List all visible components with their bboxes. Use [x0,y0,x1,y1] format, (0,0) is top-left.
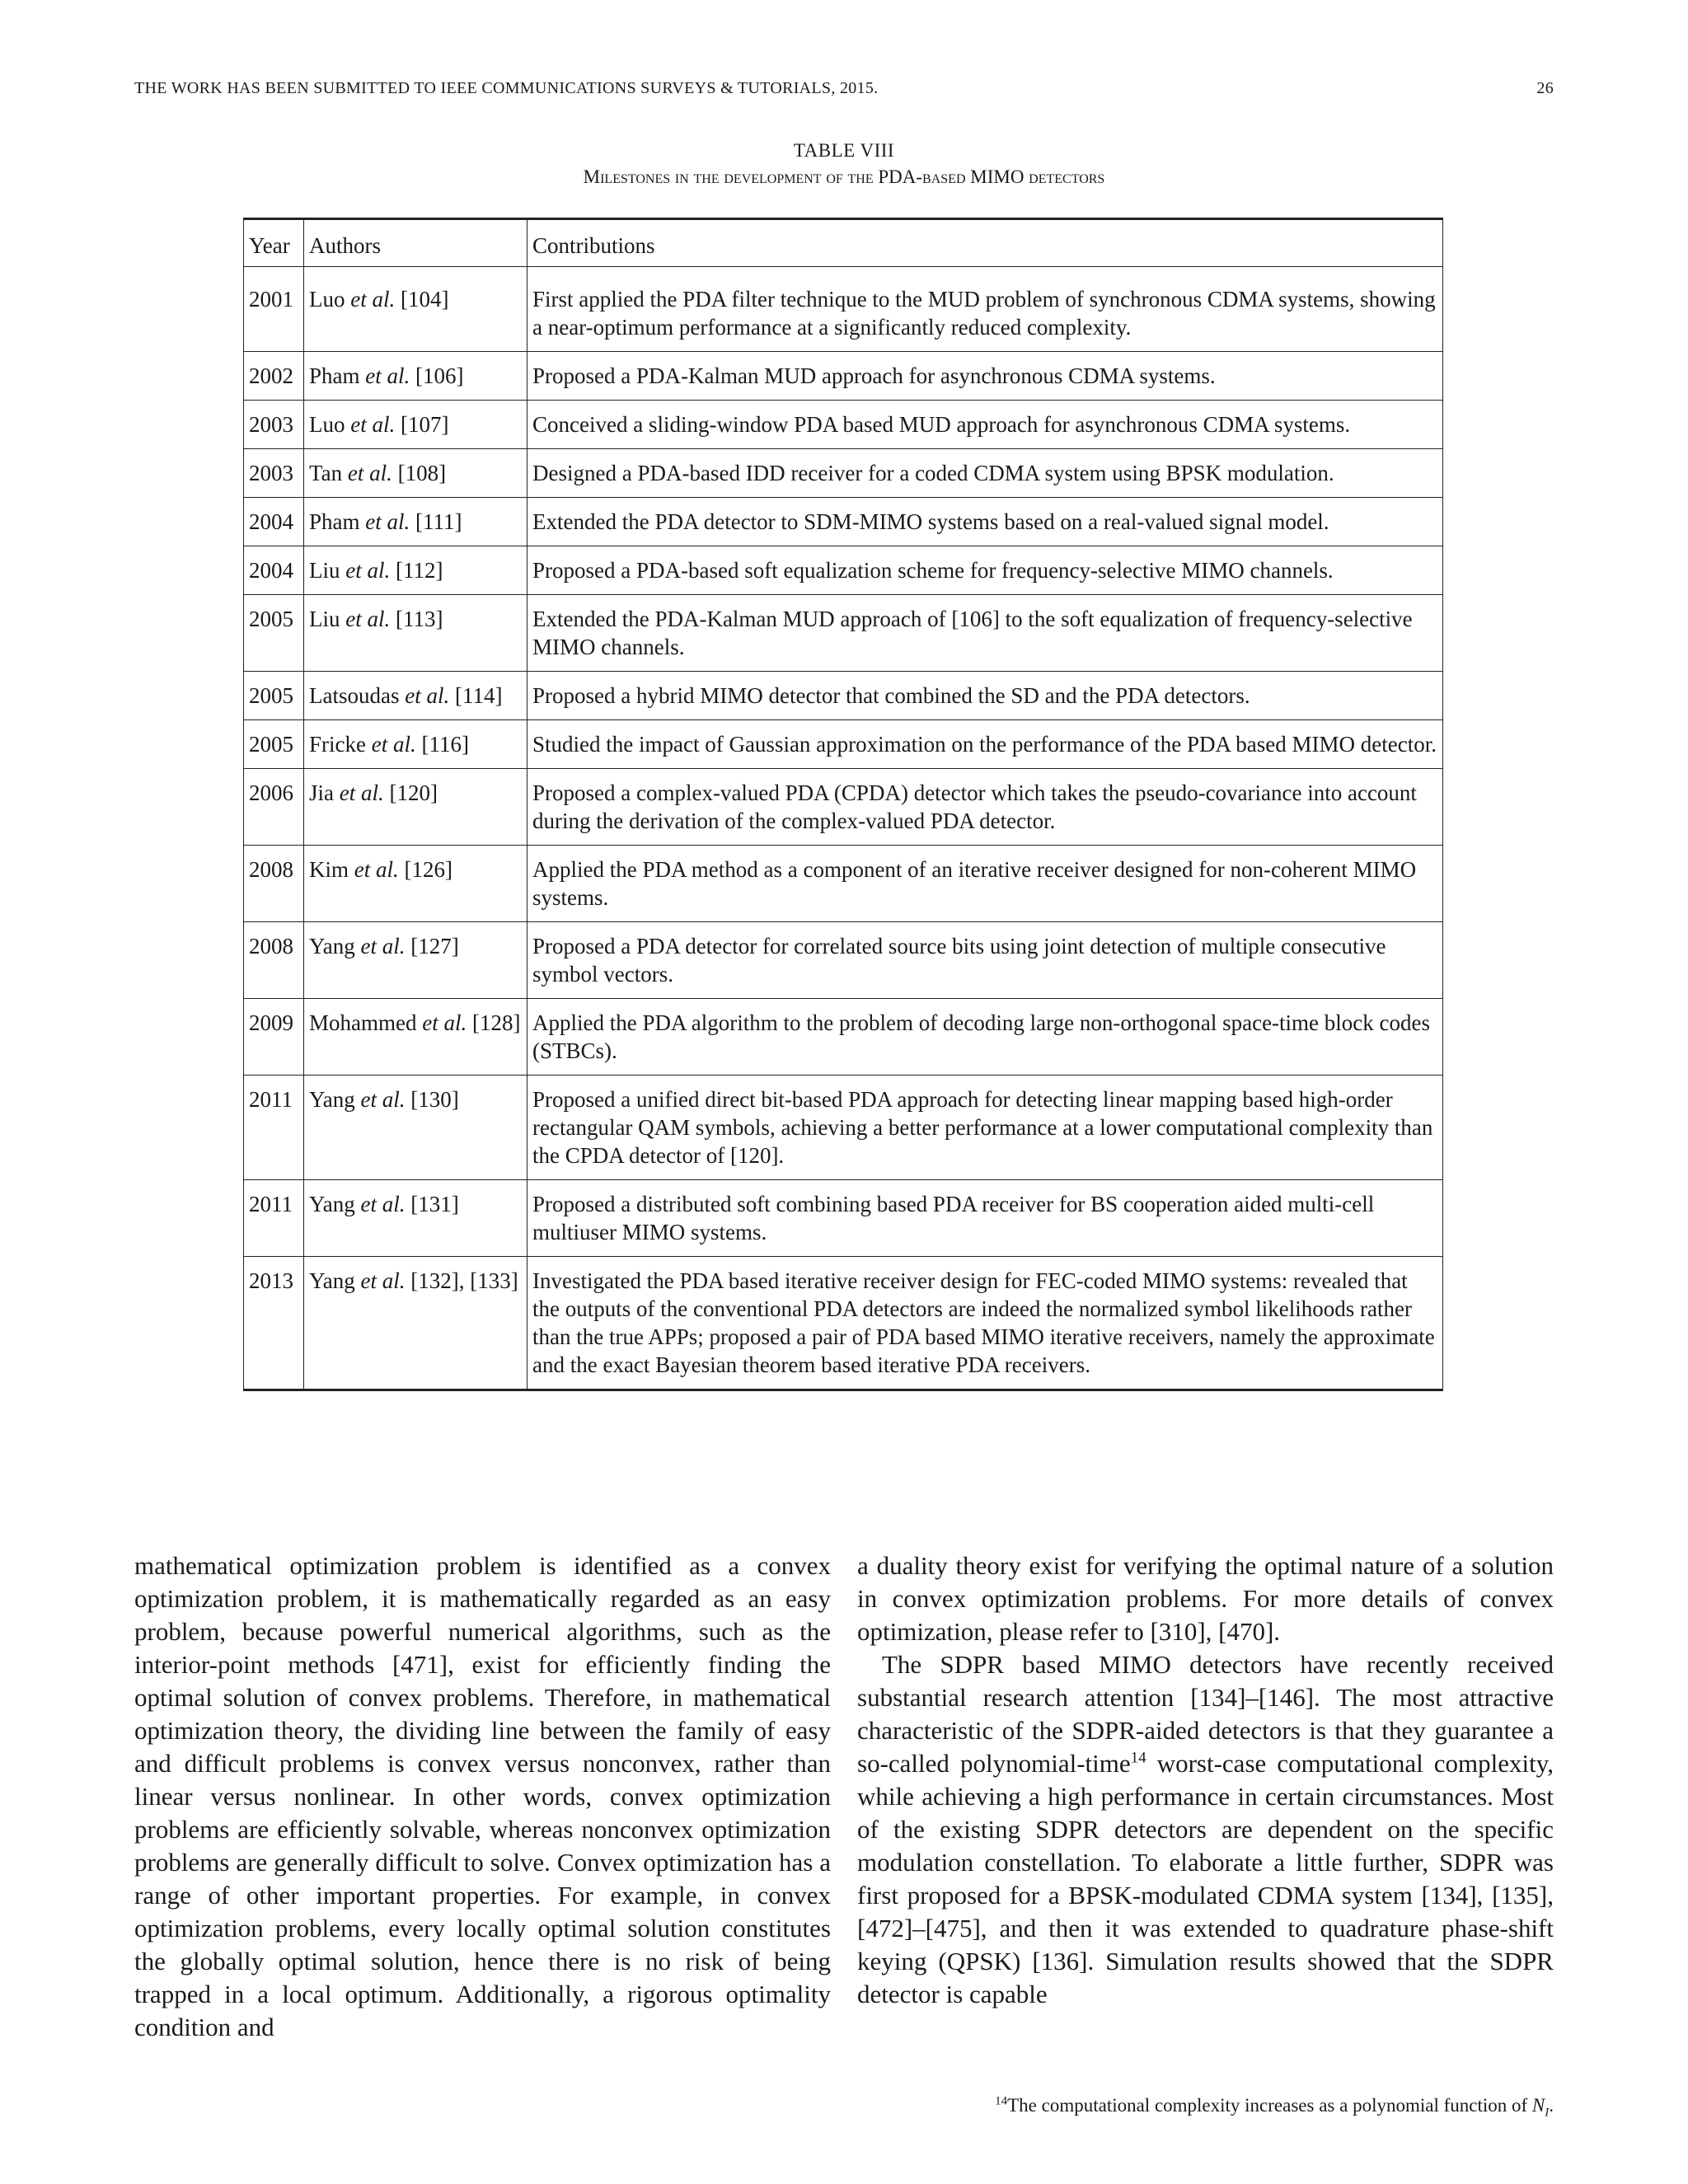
cell-authors [304,498,528,546]
table-row [244,595,1443,672]
footnote-end: . [1549,2095,1554,2116]
math-subscript: I [1545,2106,1550,2120]
cell-authors [304,352,528,401]
et-al: et al. [422,1010,467,1035]
body-paragraph: mathematical optimization problem is identified as a convex optimization problem, it is mathematically regarded as an easy problem, because powerful numerical algorithms, such as the interior-point methods [471], exist for efficiently finding the optimal solution of convex problems. Therefore, in mathematical optimization theory, the dividing line between the family of easy and difficult problems is convex versus nonconvex, rather than linear versus nonlinear. In other words, convex optimization problems are efficiently solvable, whereas nonconvex optimization problems are generally difficult to solve. Convex optimization has a range of other important properties. For example, in convex optimization problems, every locally optimal solution constitutes the globally optimal solution, hence there is no risk of being trapped in a local optimum. Additionally, a rigorous optimality condition and [134,1551,831,2041]
author-name: Kim [309,857,349,882]
author-name: Latsoudas [309,683,400,708]
cell-year: 2011 [244,1076,304,1180]
et-al: et al. [339,780,384,805]
cell-year: 2005 [244,720,304,769]
paragraph-text: worst-case computational complexity, while achieving a high performance in certain circumstances. Most of the existing SDPR detectors are dependent on the specific modulation constellation. To elaborate a little further, SDPR was first proposed for a BPSK-modulated CDMA system [134], [135], [472]–[475], and then it was extended to quadrature phase-shift keying (QPSK) [136]. Simulation results showed that the SDPR detector is capable [857,1749,1554,2008]
table-row [244,352,1443,401]
author-name: Liu [309,558,340,583]
cell-contribution: Proposed a unified direct bit-based PDA approach for detecting linear mapping based high-order rectangular QAM symbols, achieving a better performance at a lower computational complexity than the CPDA detector of [120]. [528,1076,1443,1180]
footnote-mark: 14 [1130,1749,1146,1767]
table-row [244,846,1443,922]
cell-contribution: Proposed a hybrid MIMO detector that combined the SD and the PDA detectors. [528,672,1443,720]
cell-year: 2011 [244,1180,304,1257]
author-name: Yang [309,1192,355,1216]
author-ref: [131] [410,1192,459,1216]
et-al: et al. [350,287,396,312]
author-ref: [132], [133] [410,1268,518,1293]
et-al: et al. [354,857,399,882]
cell-authors [304,1076,528,1180]
cell-contribution: Proposed a complex-valued PDA (CPDA) detector which takes the pseudo-covariance into account during the derivation of the complex-valued PDA detector. [528,769,1443,846]
running-header [134,79,1554,98]
cell-authors [304,999,528,1076]
et-al: et al. [365,509,410,534]
math-var-n: N [1531,2095,1545,2116]
body-left-column [134,1549,831,2044]
cell-year: 2004 [244,498,304,546]
author-ref: [116] [421,732,469,757]
cell-contribution: Proposed a distributed soft combining based PDA receiver for BS cooperation aided multi-cell multiuser MIMO systems. [528,1180,1443,1257]
cell-year: 2013 [244,1257,304,1390]
author-name: Tan [309,461,343,485]
table-header-row [244,219,1443,267]
author-ref: [108] [397,461,447,485]
author-name: Pham [309,363,360,388]
cell-contribution: Studied the impact of Gaussian approximation on the performance of the PDA based MIMO detector. [528,720,1443,769]
cell-authors [304,1257,528,1390]
et-al: et al. [365,363,410,388]
cell-year: 2005 [244,595,304,672]
author-ref: [112] [396,558,443,583]
table-row [244,769,1443,846]
cell-year: 2004 [244,546,304,595]
cell-authors [304,769,528,846]
author-ref: [107] [401,412,449,437]
cell-year: 2002 [244,352,304,401]
page-number: 26 [1536,79,1554,97]
table-caption [0,140,1688,188]
footnote [857,2095,1554,2121]
author-ref: [127] [410,934,459,958]
et-al: et al. [345,607,391,631]
author-ref: [130] [410,1087,459,1112]
table-row [244,1076,1443,1180]
cell-year: 2003 [244,401,304,449]
running-title: THE WORK HAS BEEN SUBMITTED TO IEEE COMMUNICATIONS SURVEYS & TUTORIALS, 2015. [134,79,879,97]
cell-contribution: Conceived a sliding-window PDA based MUD approach for asynchronous CDMA systems. [528,401,1443,449]
cell-year: 2008 [244,922,304,999]
cell-contribution: Investigated the PDA based iterative receiver design for FEC-coded MIMO systems: revealed that the outputs of the conventional PDA detectors are indeed the normalized symbol likelihoods rather than the true APPs; proposed a pair of PDA based MIMO iterative receivers, namely the approximate and the exact Bayesian theorem based iterative PDA receivers. [528,1257,1443,1390]
column-header-authors: Authors [304,219,528,267]
cell-authors [304,720,528,769]
table-title: Milestones in the development of the PDA-based MIMO detectors [583,166,1105,187]
cell-contribution: Proposed a PDA-based soft equalization scheme for frequency-selective MIMO channels. [528,546,1443,595]
table-row [244,1257,1443,1390]
cell-authors [304,401,528,449]
cell-year: 2001 [244,275,304,352]
cell-contribution: Proposed a PDA detector for correlated source bits using joint detection of multiple consecutive symbol vectors. [528,922,1443,999]
cell-authors [304,846,528,922]
cell-year: 2008 [244,846,304,922]
et-al: et al. [347,461,392,485]
author-ref: [120] [389,780,438,805]
author-ref: [104] [401,287,449,312]
cell-authors [304,275,528,352]
paragraph-text: The SDPR based MIMO detectors have recently received substantial research attention [134]–[146]. The most attractive characteristic of the SDPR-aided detectors is that they guarantee a so-called polynomial-time [857,1650,1554,1778]
cell-contribution: Extended the PDA detector to SDM-MIMO systems based on a real-valued signal model. [528,498,1443,546]
cell-authors [304,449,528,498]
cell-contribution: Designed a PDA-based IDD receiver for a coded CDMA system using BPSK modulation. [528,449,1443,498]
cell-authors [304,922,528,999]
header-gap [244,267,1443,276]
author-name: Yang [309,934,355,958]
author-name: Yang [309,1268,355,1293]
author-name: Luo [309,287,345,312]
author-ref: [113] [396,607,443,631]
cell-authors [304,672,528,720]
author-ref: [106] [415,363,464,388]
table-row [244,449,1443,498]
table-row [244,401,1443,449]
milestones-table [243,218,1443,1391]
table-row [244,922,1443,999]
cell-contribution: Applied the PDA algorithm to the problem of decoding large non-orthogonal space-time block codes (STBCs). [528,999,1443,1076]
author-name: Pham [309,509,360,534]
table-row [244,546,1443,595]
cell-year: 2009 [244,999,304,1076]
author-ref: [128] [471,1010,521,1035]
et-al: et al. [345,558,391,583]
cell-authors [304,595,528,672]
et-al: et al. [350,412,396,437]
table-row [244,720,1443,769]
cell-year: 2003 [244,449,304,498]
cell-contribution: First applied the PDA filter technique to the MUD problem of synchronous CDMA systems, showing a near-optimum performance at a significantly reduced complexity. [528,275,1443,352]
author-name: Luo [309,412,345,437]
author-ref: [126] [404,857,452,882]
author-name: Fricke [309,732,366,757]
column-header-year: Year [244,219,304,267]
author-name: Jia [309,780,334,805]
cell-year: 2006 [244,769,304,846]
author-name: Liu [309,607,340,631]
et-al: et al. [360,1192,406,1216]
footnote-text: The computational complexity increases as a polynomial function of [1007,2095,1532,2116]
author-name: Mohammed [309,1010,417,1035]
cell-year: 2005 [244,672,304,720]
table-number: TABLE VIII [793,140,895,161]
cell-contribution: Applied the PDA method as a component of an iterative receiver designed for non-coherent MIMO systems. [528,846,1443,922]
et-al: et al. [371,732,416,757]
et-al: et al. [360,934,406,958]
footnote-number: 14 [995,2094,1008,2108]
et-al: et al. [360,1087,406,1112]
et-al: et al. [405,683,450,708]
column-header-contributions: Contributions [528,219,1443,267]
cell-contribution: Proposed a PDA-Kalman MUD approach for asynchronous CDMA systems. [528,352,1443,401]
author-ref: [111] [415,509,462,534]
cell-authors [304,1180,528,1257]
cell-contribution: Extended the PDA-Kalman MUD approach of [106] to the soft equalization of frequency-selective MIMO channels. [528,595,1443,672]
et-al: et al. [360,1268,406,1293]
table-row [244,275,1443,352]
body-right-column [857,1549,1554,2011]
table-row [244,999,1443,1076]
author-ref: [114] [454,683,503,708]
table-row [244,498,1443,546]
body-paragraph: a duality theory exist for verifying the optimal nature of a solution in convex optimization problems. For more details of convex optimization, please refer to [310], [470]. [857,1551,1554,1646]
math-variable [1531,2095,1550,2120]
cell-authors [304,546,528,595]
author-name: Yang [309,1087,355,1112]
table-row [244,1180,1443,1257]
body-paragraph [857,1648,1554,2011]
table-row [244,672,1443,720]
